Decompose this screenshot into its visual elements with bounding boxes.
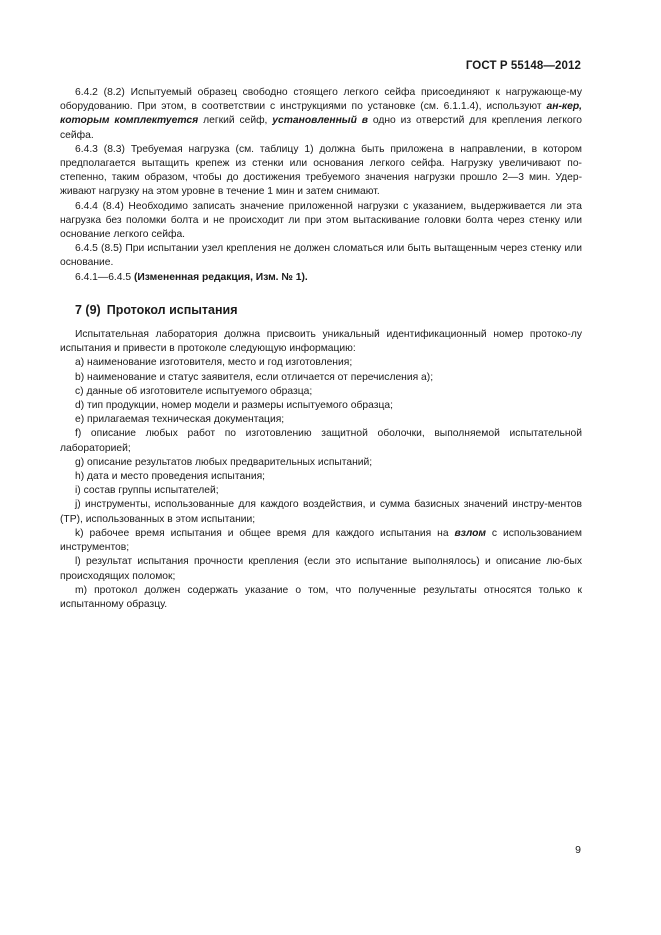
paragraph-6-4-2-emphasis-anchor: ан-кер, которым комплектуется xyxy=(60,101,582,127)
paragraph-6-4-2 xyxy=(60,86,582,143)
paragraph-6-4-4: 6.4.4 (8.4) Необходимо записать значение приложенной нагрузки с указанием, выдерживается ли эта нагрузка без поломки болта и не происходит ли при этом вытаскивание головки болта через стенку или основание легкого сейфа. xyxy=(60,200,582,241)
list-item-m: m) протокол должен содержать указание о том, что полученные результаты относятся только к испытанному образцу. xyxy=(60,584,582,610)
list-item-d: d) тип продукции, номер модели и размеры испытуемого образца; xyxy=(75,400,393,412)
document-header: ГОСТ Р 55148—2012 xyxy=(465,60,581,72)
paragraph-6-4-5: 6.4.5 (8.5) При испытании узел крепления не должен сломаться или быть вытащенным через стенку или основание. xyxy=(60,243,582,269)
list-item-j: j) инструменты, использованные для каждого воздействия, и сумма базисных значений инстру-ментов (ТР), использованных в этом испытании; xyxy=(60,499,582,525)
section-7-title: Протокол испытания xyxy=(106,302,238,317)
list-item-h: h) дата и место проведения испытания; xyxy=(75,471,266,483)
list-item-a: a) наименование изготовителя, место и год изготовления; xyxy=(75,357,353,369)
list-item-e: e) прилагаемая техническая документация; xyxy=(75,414,285,426)
paragraph-6-4-2-text-b: легкий сейф, xyxy=(198,115,273,127)
list-item-c: c) данные об изготовителе испытуемого образца; xyxy=(75,385,313,397)
list-item-k-text-b: с использованием инструментов; xyxy=(60,527,582,554)
document-body xyxy=(60,86,582,612)
section-7-heading xyxy=(75,303,582,317)
section-7-intro: Испытательная лаборатория должна присвоить уникальный идентификационный номер протоко-лу испытания и привести в протоколе следующую информацию: xyxy=(60,329,582,355)
list-item-f: f) описание любых работ по изготовлению защитной оболочки, выполняемой испытательной лабораторией; xyxy=(60,428,582,454)
list-item-k-emphasis: взлом xyxy=(454,527,486,539)
amendment-ref: 6.4.1—6.4.5 xyxy=(75,271,134,283)
paragraph-6-4-2-emphasis-installed: установленный в xyxy=(272,115,368,127)
paragraph-6-4-3: 6.4.3 (8.3) Требуемая нагрузка (см. таблицу 1) должна быть приложена в направлении, в котором предполагается вытащить крепеж из стенки или основания легкого сейфа. Нагрузку увеличивают по-степенно, таким образом, чтобы до достижения требуемого значения нагрузки прошло 2—3 мин. Удер-живают нагрузку на этом уровне в течение 1 мин и затем снимают. xyxy=(60,143,582,198)
list-item-k-text-a: k) рабочее время испытания и общее время для каждого испытания на xyxy=(75,527,455,539)
list-item-k xyxy=(60,527,582,555)
paragraph-6-4-2-text-c: одно из отверстий для крепления легкого сейфа. xyxy=(60,115,582,141)
list-item-l: l) результат испытания прочности крепления (если это испытание выполнялось) и описание лю-бых происходящих поломок; xyxy=(60,556,582,582)
amendment-note xyxy=(60,271,582,285)
list-item-i: i) состав группы испытателей; xyxy=(75,485,219,497)
amendment-label: (Измененная редакция, Изм. № 1). xyxy=(133,271,308,283)
section-7-number: 7 (9) xyxy=(75,302,101,317)
paragraph-6-4-2-text-a: 6.4.2 (8.2) Испытуемый образец свободно стоящего легкого сейфа присоединяют к нагружающе-му оборудованию. При этом, в соответствии с инструкциями по установке (см. 6.1.1.4), используют xyxy=(60,87,582,113)
list-item-b: b) наименование и статус заявителя, если отличается от перечисления а); xyxy=(75,371,434,383)
list-item-g: g) описание результатов любых предварительных испытаний; xyxy=(75,456,373,468)
page-number: 9 xyxy=(575,844,581,856)
